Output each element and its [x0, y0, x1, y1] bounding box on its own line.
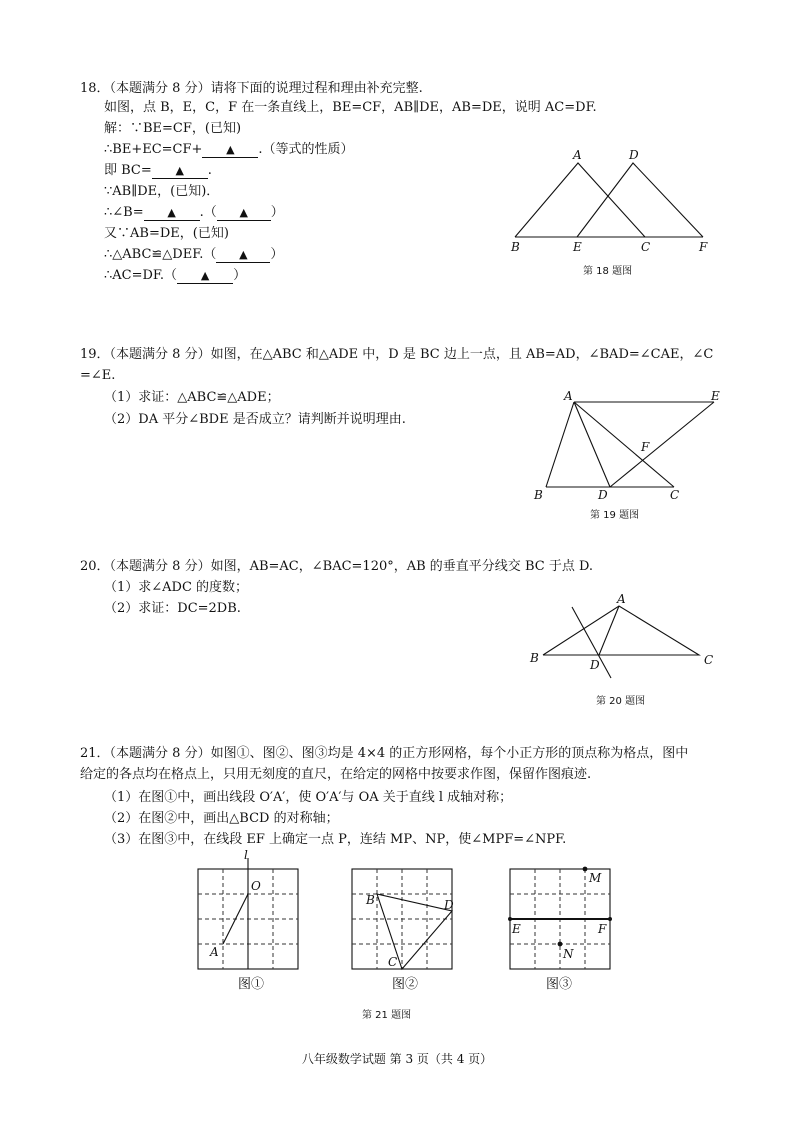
line-ad — [599, 606, 619, 655]
point-e — [508, 917, 512, 921]
point-f — [608, 917, 612, 921]
grid-1-figure — [196, 850, 306, 975]
page-footer: 八年级数学试题 第 3 页（共 4 页） — [301, 1052, 493, 1066]
q20-title: 20．（本题满分 8 分）如图，AB=AC，∠BAC=120°，AB 的垂直平分线交 BC 于点 D. — [80, 559, 594, 574]
label-e: E — [711, 389, 720, 403]
label-l: l — [244, 848, 248, 862]
q18-text: 即 BC= — [104, 163, 152, 178]
q18-solution-line — [104, 267, 246, 285]
q18-caption: 第 18 题图 — [583, 266, 633, 277]
q21-part3: （3）在图③中，在线段 EF 上确定一点 P，连结 MP、NP，使∠MPF=∠NPF. — [104, 832, 567, 847]
label-b: B — [511, 240, 520, 254]
grid-2-caption: 图② — [392, 977, 419, 992]
q18-text: ） — [270, 205, 284, 220]
point-m — [583, 867, 588, 872]
q18-text: ∴∠B= — [104, 205, 144, 220]
line-ab — [546, 402, 574, 487]
q18-solution-line — [104, 162, 212, 180]
q18-solution-line: ∵AB∥DE，(已知)． — [104, 184, 220, 199]
answer-blank[interactable]: ▲ — [217, 206, 271, 221]
label-e: E — [573, 240, 582, 254]
grid-3-figure — [508, 850, 618, 975]
answer-blank[interactable]: ▲ — [144, 206, 200, 221]
q18-solution-line — [104, 141, 354, 159]
answer-blank[interactable]: ▲ — [202, 143, 258, 158]
q18-text: ） — [270, 247, 284, 262]
label-a: A — [573, 148, 582, 162]
grid-3-caption: 图③ — [546, 977, 573, 992]
q18-statement: 如图，点 B，E，C，F 在一条直线上，BE=CF，AB∥DE，AB=DE，说明 AC=DF. — [104, 100, 597, 115]
label-b: B — [534, 488, 543, 502]
answer-blank[interactable]: ▲ — [152, 164, 208, 179]
q19-figure — [530, 385, 730, 500]
label-d: D — [444, 898, 454, 912]
q19-statement: =∠E. — [80, 368, 116, 383]
label-b: B — [366, 893, 375, 907]
label-a: A — [564, 389, 573, 403]
q18-text: ∴△ABC≌△DEF.（ — [104, 247, 217, 262]
label-n: N — [563, 947, 574, 961]
q20-figure — [525, 590, 725, 680]
q19-title: 19．（本题满分 8 分）如图，在△ABC 和△ADE 中，D 是 BC 边上一点，且 AB=AD，∠BAD=∠CAE，∠C — [80, 347, 714, 362]
q18-solution-line — [104, 246, 283, 264]
q18-text: .（ — [199, 205, 217, 220]
q19-part2: （2）DA 平分∠BDE 是否成立？请判断并说明理由. — [104, 412, 406, 427]
q21-part1: （1）在图①中，画出线段 O′A′，使 O′A′与 OA 关于直线 l 成轴对称； — [104, 790, 513, 805]
q20-caption: 第 20 题图 — [596, 696, 646, 707]
label-e: E — [512, 922, 521, 936]
q18-text: ∴AC=DF.（ — [104, 268, 178, 283]
grid-1-caption: 图① — [238, 977, 265, 992]
q20-part1: （1）求∠ADC 的度数； — [104, 580, 249, 595]
q19-caption: 第 19 题图 — [590, 510, 640, 521]
point-n — [558, 942, 563, 947]
answer-blank[interactable]: ▲ — [216, 248, 270, 263]
label-c: C — [641, 240, 651, 254]
label-o: O — [251, 879, 261, 893]
q21-title: 21．（本题满分 8 分）如图①、图②、图③均是 4×4 的正方形网格，每个小正方形的顶点称为格点，图中 — [80, 746, 689, 761]
q21-caption: 第 21 题图 — [362, 1010, 412, 1021]
label-a: A — [617, 592, 626, 606]
triangle-abc — [515, 163, 645, 237]
label-a: A — [210, 945, 219, 959]
q18-text: ∴BE+EC=CF+ — [104, 142, 203, 157]
answer-blank[interactable]: ▲ — [177, 269, 233, 284]
label-d: D — [590, 658, 600, 672]
q18-text: . — [207, 163, 212, 178]
q18-title: 18．（本题满分 8 分）请将下面的说理过程和理由补充完整. — [80, 81, 423, 96]
label-f: F — [699, 240, 708, 254]
q18-solution-line: 解：∵BE=CF，(已知) — [104, 121, 242, 136]
line-ac — [574, 402, 674, 487]
label-d: D — [629, 148, 639, 162]
label-d: D — [598, 488, 608, 502]
label-c: C — [704, 653, 714, 667]
label-m: M — [589, 871, 602, 885]
q19-part1: （1）求证：△ABC≌△ADE； — [104, 390, 280, 405]
q18-solution-line: 又∵AB=DE，(已知) — [104, 226, 229, 241]
q18-text: .（等式的性质） — [258, 142, 354, 157]
q18-text: ） — [233, 268, 247, 283]
q18-figure — [505, 145, 725, 255]
label-f: F — [641, 440, 650, 454]
label-c: C — [670, 488, 680, 502]
label-f: F — [598, 922, 607, 936]
grid-2-figure — [350, 850, 460, 975]
line-de — [610, 402, 714, 487]
label-c: C — [388, 955, 398, 969]
triangle-abc — [543, 606, 699, 655]
q21-statement: 给定的各点均在格点上，只用无刻度的直尺，在给定的网格中按要求作图，保留作图痕迹. — [80, 767, 592, 782]
triangle-def — [577, 163, 703, 237]
line-ad — [574, 402, 610, 487]
q21-part2: （2）在图②中，画出△BCD 的对称轴； — [104, 811, 339, 826]
q20-part2: （2）求证：DC=2DB. — [104, 601, 241, 616]
label-b: B — [530, 651, 539, 665]
q18-solution-line — [104, 204, 284, 222]
